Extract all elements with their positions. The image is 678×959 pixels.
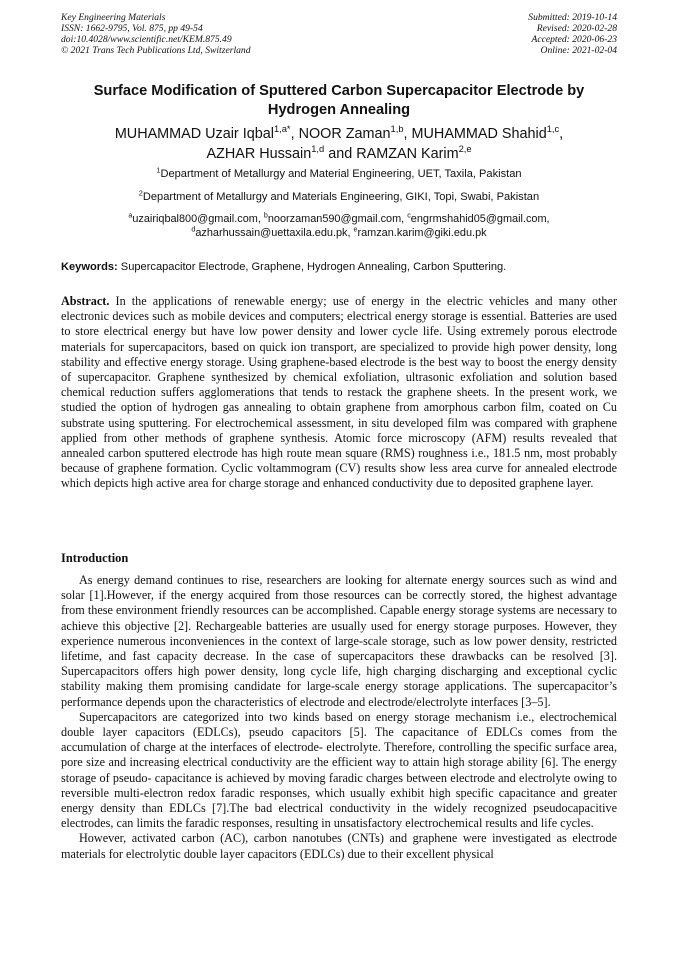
- email-mark: d: [191, 225, 196, 234]
- email-address[interactable]: ramzan.karim@giki.edu.pk: [357, 227, 487, 239]
- author: [412, 126, 564, 142]
- keywords: [61, 260, 617, 274]
- author-name: RAMZAN Karim: [356, 146, 459, 162]
- journal-info: [61, 12, 251, 56]
- email-mark: b: [263, 211, 268, 220]
- journal-name: Key Engineering Materials: [61, 12, 166, 23]
- copyright: © 2021 Trans Tech Publications Ltd, Switzerland: [61, 45, 251, 56]
- author-affiliation-mark: 1,a*: [273, 124, 291, 135]
- email-address[interactable]: uzairiqbal800@gmail.com: [132, 213, 258, 225]
- author-affiliation-mark: 1,c: [546, 124, 560, 135]
- author: [356, 146, 471, 162]
- email-address[interactable]: engrmshahid05@gmail.com: [410, 213, 547, 225]
- paragraph: However, activated carbon (AC), carbon nanotubes (CNTs) and graphene were investigated as electrode materials for electrolytic double layer capacitors (EDLCs) due to their excellent physical: [61, 831, 617, 861]
- revised-date: Revised: 2020-02-28: [536, 23, 617, 34]
- email-separator: ,: [546, 213, 550, 225]
- doi: doi:10.4028/www.scientific.net/KEM.875.49: [61, 34, 232, 45]
- affiliation-mark: 1: [156, 165, 161, 175]
- affiliation-mark: 2: [138, 188, 143, 198]
- author-affiliation-mark: 2,e: [458, 144, 472, 155]
- affiliation: [60, 167, 618, 181]
- email-separator: ,: [401, 213, 408, 225]
- paragraph: Supercapacitors are categorized into two kinds based on energy storage mechanism i.e., electrochemical double layer capacitors (EDLCs), pseudo capacitors [5]. The capacitance of EDLCs comes from the accumulation of charge at the interfaces of electrode- electrolyte. Therefore, controlling the specific surface area, pore size and increasing electrical conductivity are the efficient way to attain high storage ability [6]. The energy storage of pseudo- capacitance is achieved by moving faradic charges between electrode and electrolyte owing to reversible multi-electron redox faradic responses, which usually exhibit high specific capacitance and greater energy density than EDLCs [7].The bad electrical conductivity in the widely recognized pseudocapacitive electrodes, can limits the faradic responses, resulting in unsatisfactory electrochemical results and life cycles.: [61, 709, 617, 831]
- email-entry[interactable]: [128, 213, 257, 225]
- abstract-text: In the applications of renewable energy; use of energy in the electric vehicles and many other electronic devices such as mobile devices and computers; electrical energy storage is essential. Batteries are used to store electrical energy but have low power density and lower cycle life. Using extremely porous electrode materials for supercapacitors, based on quick ion transport, are specialized to provide high power density, long stability and effective energy storage. Using graphene-based electrode is the best way to boost the energy density of supercapacitor. Graphene synthesized by chemical exfoliation, ultrasonic exfoliation and solution based chemical reduction suffers agglomerations that tends to restack the graphene sheets. In the present work, we studied the option of hydrogen gas annealing to obtain graphene from amorphous carbon film, coated on Cu substrate using sputtering. For electrochemical assessment, in situ developed film was compared with graphene applied from other methods of graphene synthesis. Atomic force microscopy (AFM) results revealed that annealed carbon sputtered electrode has high route mean square (RMS) roughness i.e., 181.5 nm, most probably because of graphene formation. Cyclic voltammogram (CV) results show less area curve for annealed electrode which depicts high active area for charge storage and enhanced conductivity due to deposited graphene layer.: [61, 294, 617, 491]
- email-address[interactable]: noorzaman590@gmail.com: [267, 213, 402, 225]
- author-separator: ,: [403, 126, 412, 142]
- abstract-label: Abstract.: [61, 294, 110, 308]
- email-entry[interactable]: [264, 213, 401, 225]
- author-separator: ,: [290, 126, 299, 142]
- email-line: [60, 226, 618, 240]
- email-entry[interactable]: [407, 213, 546, 225]
- author-name: AZHAR Hussain: [206, 146, 312, 162]
- accepted-date: Accepted: 2020-06-23: [531, 34, 617, 45]
- email-address[interactable]: azharhussain@uettaxila.edu.pk: [195, 227, 348, 239]
- affiliation: [60, 190, 618, 204]
- author: [299, 126, 412, 142]
- author-list: [60, 124, 618, 164]
- keywords-text: Supercapacitor Electrode, Graphene, Hydrogen Annealing, Carbon Sputtering.: [117, 261, 507, 273]
- author: [206, 146, 356, 162]
- author-name: MUHAMMAD Uzair Iqbal: [114, 126, 274, 142]
- introduction-body: [61, 573, 617, 862]
- author-separator: and: [324, 146, 357, 162]
- affiliation-text: Department of Metallurgy and Materials Engineering, GIKI, Topi, Swabi, Pakistan: [142, 191, 540, 203]
- author-name: NOOR Zaman: [298, 126, 391, 142]
- online-date: Online: 2021-02-04: [540, 45, 617, 56]
- email-line: [60, 212, 618, 226]
- email-mark: e: [353, 225, 358, 234]
- paper-title: Surface Modification of Sputtered Carbon Supercapacitor Electrode by Hydrogen Annealing: [93, 83, 585, 118]
- author: [115, 126, 299, 142]
- email-mark: c: [407, 211, 411, 220]
- abstract: [61, 294, 617, 492]
- email-entry[interactable]: [191, 227, 347, 239]
- author-name: MUHAMMAD Shahid: [411, 126, 547, 142]
- keywords-label: Keywords:: [61, 261, 118, 273]
- issn-volume: ISSN: 1662-9795, Vol. 875, pp 49-54: [61, 23, 203, 34]
- email-mark: a: [128, 211, 133, 220]
- email-separator: ,: [257, 213, 264, 225]
- author-affiliation-mark: 1,b: [390, 124, 404, 135]
- email-entry[interactable]: [354, 227, 487, 239]
- affiliation-text: Department of Metallurgy and Material Engineering, UET, Taxila, Pakistan: [160, 168, 522, 180]
- author-emails: [60, 212, 618, 240]
- author-separator: ,: [559, 126, 564, 142]
- submission-dates: [528, 12, 617, 56]
- paragraph: As energy demand continues to rise, researchers are looking for alternate energy sources such as wind and solar [1].However, if the energy acquired from those resources can be correctly stored, the highest advantage from these environment friendly resources can be accomplished. Capable energy storage systems are necessary to achieve this objective [2]. Rechargeable batteries are usually used for energy storage purposes. However, they experience numerous inconveniences in the context of large-scale storage, such as low power density, restricted lifetime, and fast capacity decrease. In the case of supercapacitors these drawbacks can be resolved [3]. Supercapacitors offers high power density, long cycle life, high charging discharging and exceptional cyclic stability making them promising candidate for large-scale energy storage applications. The supercapacitor’s performance depends upon the characteristics of electrode and electrode/electrolyte interfaces [3–5].: [61, 573, 617, 709]
- introduction-heading: Introduction: [61, 551, 129, 565]
- submitted-date: Submitted: 2019-10-14: [528, 12, 617, 23]
- email-separator: ,: [347, 227, 354, 239]
- author-affiliation-mark: 1,d: [311, 144, 325, 155]
